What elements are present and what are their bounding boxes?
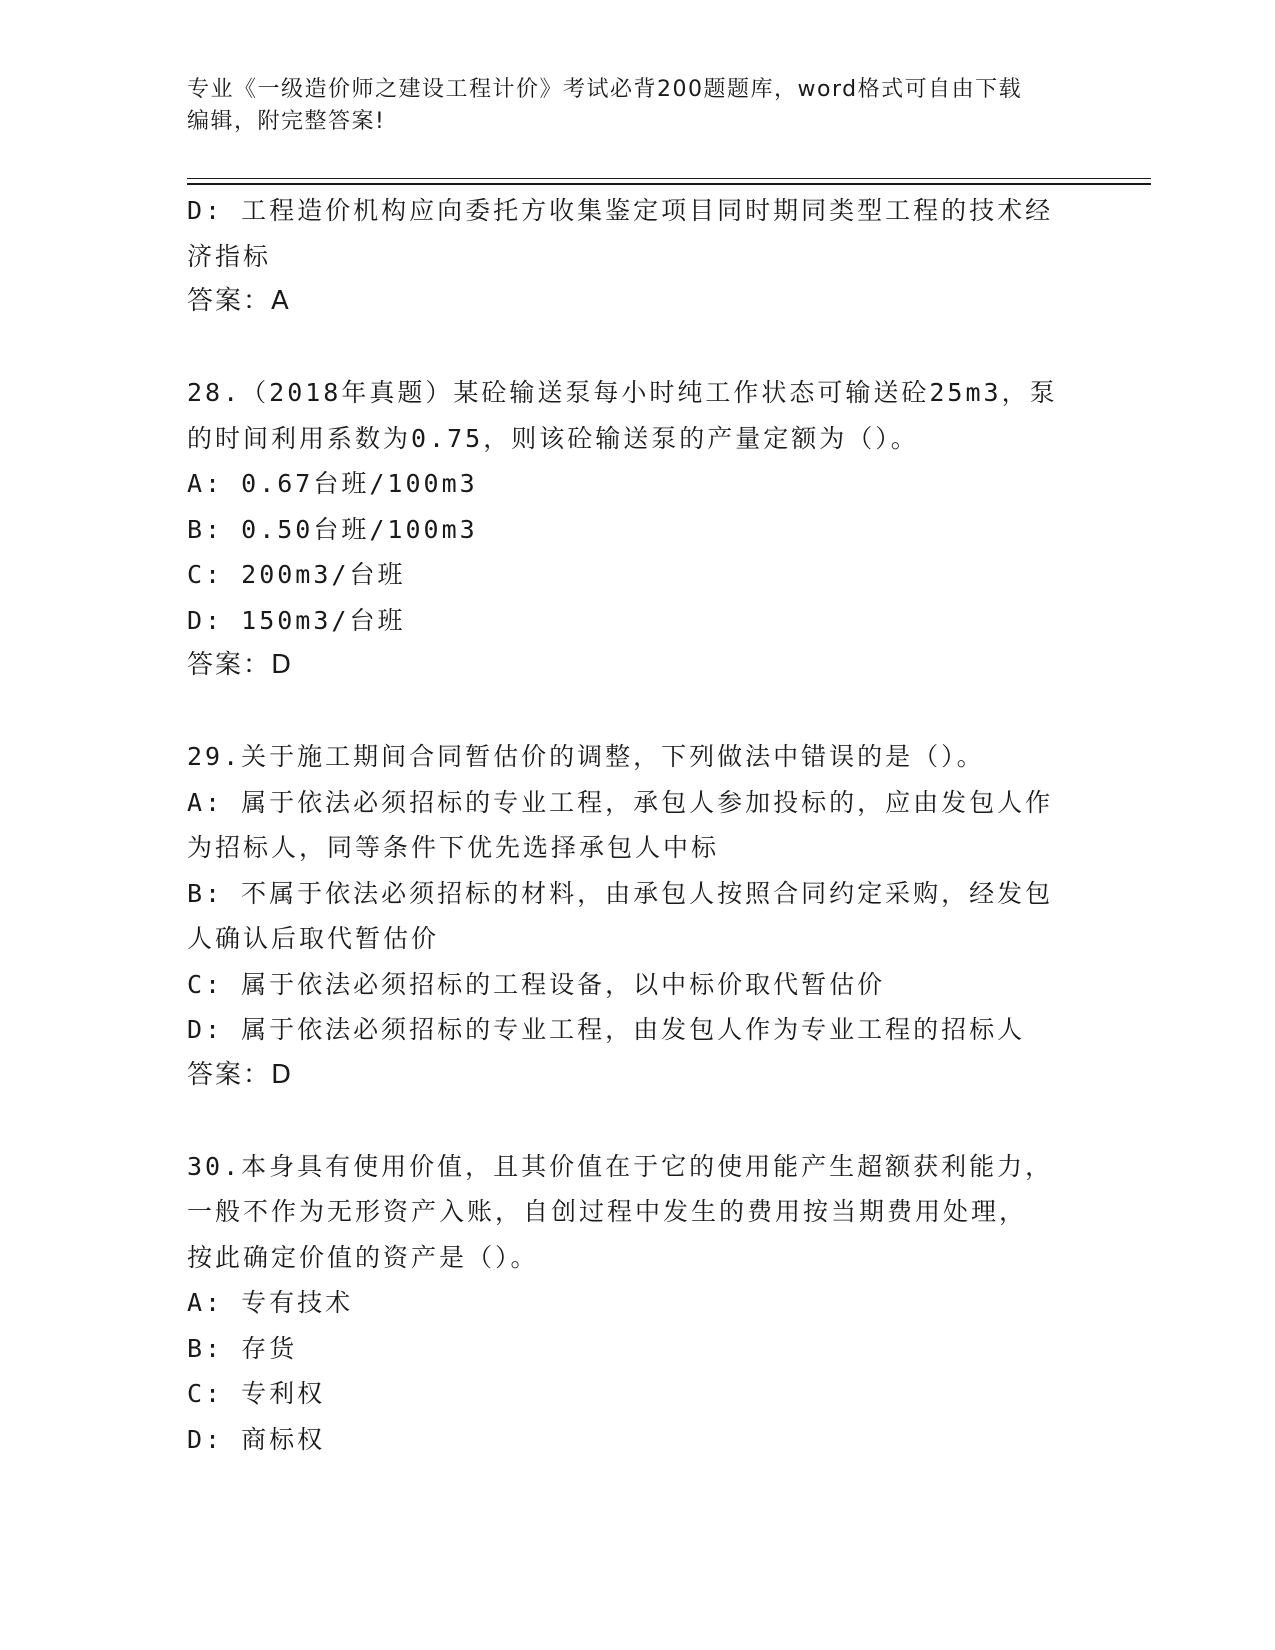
question-text: 29.关于施工期间合同暂估价的调整，下列做法中错误的是（）。: [187, 742, 985, 771]
page-header: [187, 74, 1067, 138]
header-divider-thick: [187, 183, 1151, 185]
option-line: C: 属于依法必须招标的工程设备，以中标价取代暂估价: [187, 969, 886, 999]
option-line: B: 存货: [187, 1333, 298, 1363]
option-line: C: 专利权: [187, 1379, 326, 1408]
question-text: 28.（2018年真题）某砼输送泵每小时纯工作状态可输送砼25m3，泵: [187, 378, 1058, 407]
option-line: 济指标: [187, 241, 272, 271]
question-block: [187, 188, 1067, 325]
option-line: C: 200m3/台班: [187, 560, 406, 589]
option-line: A: 0.67台班/100m3: [187, 469, 478, 498]
header-line-1: 专业《一级造价师之建设工程计价》考试必背200题题库，word格式可自由下载: [187, 77, 1023, 102]
question-text: 按此确定价值的资产是（）。: [187, 1242, 539, 1272]
option-line: D: 属于依法必须招标的专业工程，由发包人作为专业工程的招标人: [187, 1015, 1026, 1044]
option-line: D: 工程造价机构应向委托方收集鉴定项目同时期同类型工程的技术经: [187, 196, 1054, 225]
header-line-2: 编辑，附完整答案!: [187, 109, 386, 134]
option-line: D: 150m3/台班: [187, 605, 406, 635]
option-line: 为招标人，同等条件下优先选择承包人中标: [187, 833, 720, 862]
option-line: D: 商标权: [187, 1424, 326, 1454]
answer-line: 答案：A: [187, 286, 291, 316]
question-list: [187, 188, 1067, 1462]
question-text: 30.本身具有使用价值，且其价值在于它的使用能产生超额获利能力，: [187, 1151, 1054, 1181]
spacer: [187, 689, 1067, 735]
header-divider-thin: [187, 178, 1151, 179]
option-line: A: 属于依法必须招标的专业工程，承包人参加投标的，应由发包人作: [187, 787, 1054, 817]
question-block: [187, 370, 1067, 689]
question-block: [187, 734, 1067, 1098]
option-line: A: 专有技术: [187, 1288, 354, 1317]
question-text: 的时间利用系数为0.75，则该砼输送泵的产量定额为（）。: [187, 423, 919, 453]
question-block: [187, 1144, 1067, 1463]
answer-line: 答案：D: [187, 1059, 294, 1090]
spacer: [187, 325, 1067, 371]
option-line: 人确认后取代暂估价: [187, 924, 440, 953]
question-text: 一般不作为无形资产入账，自创过程中发生的费用按当期费用处理，: [187, 1197, 1028, 1226]
answer-line: 答案：D: [187, 650, 294, 680]
option-line: B: 0.50台班/100m3: [187, 514, 478, 544]
option-line: B: 不属于依法必须招标的材料，由承包人按照合同约定采购，经发包: [187, 878, 1054, 908]
spacer: [187, 1098, 1067, 1144]
